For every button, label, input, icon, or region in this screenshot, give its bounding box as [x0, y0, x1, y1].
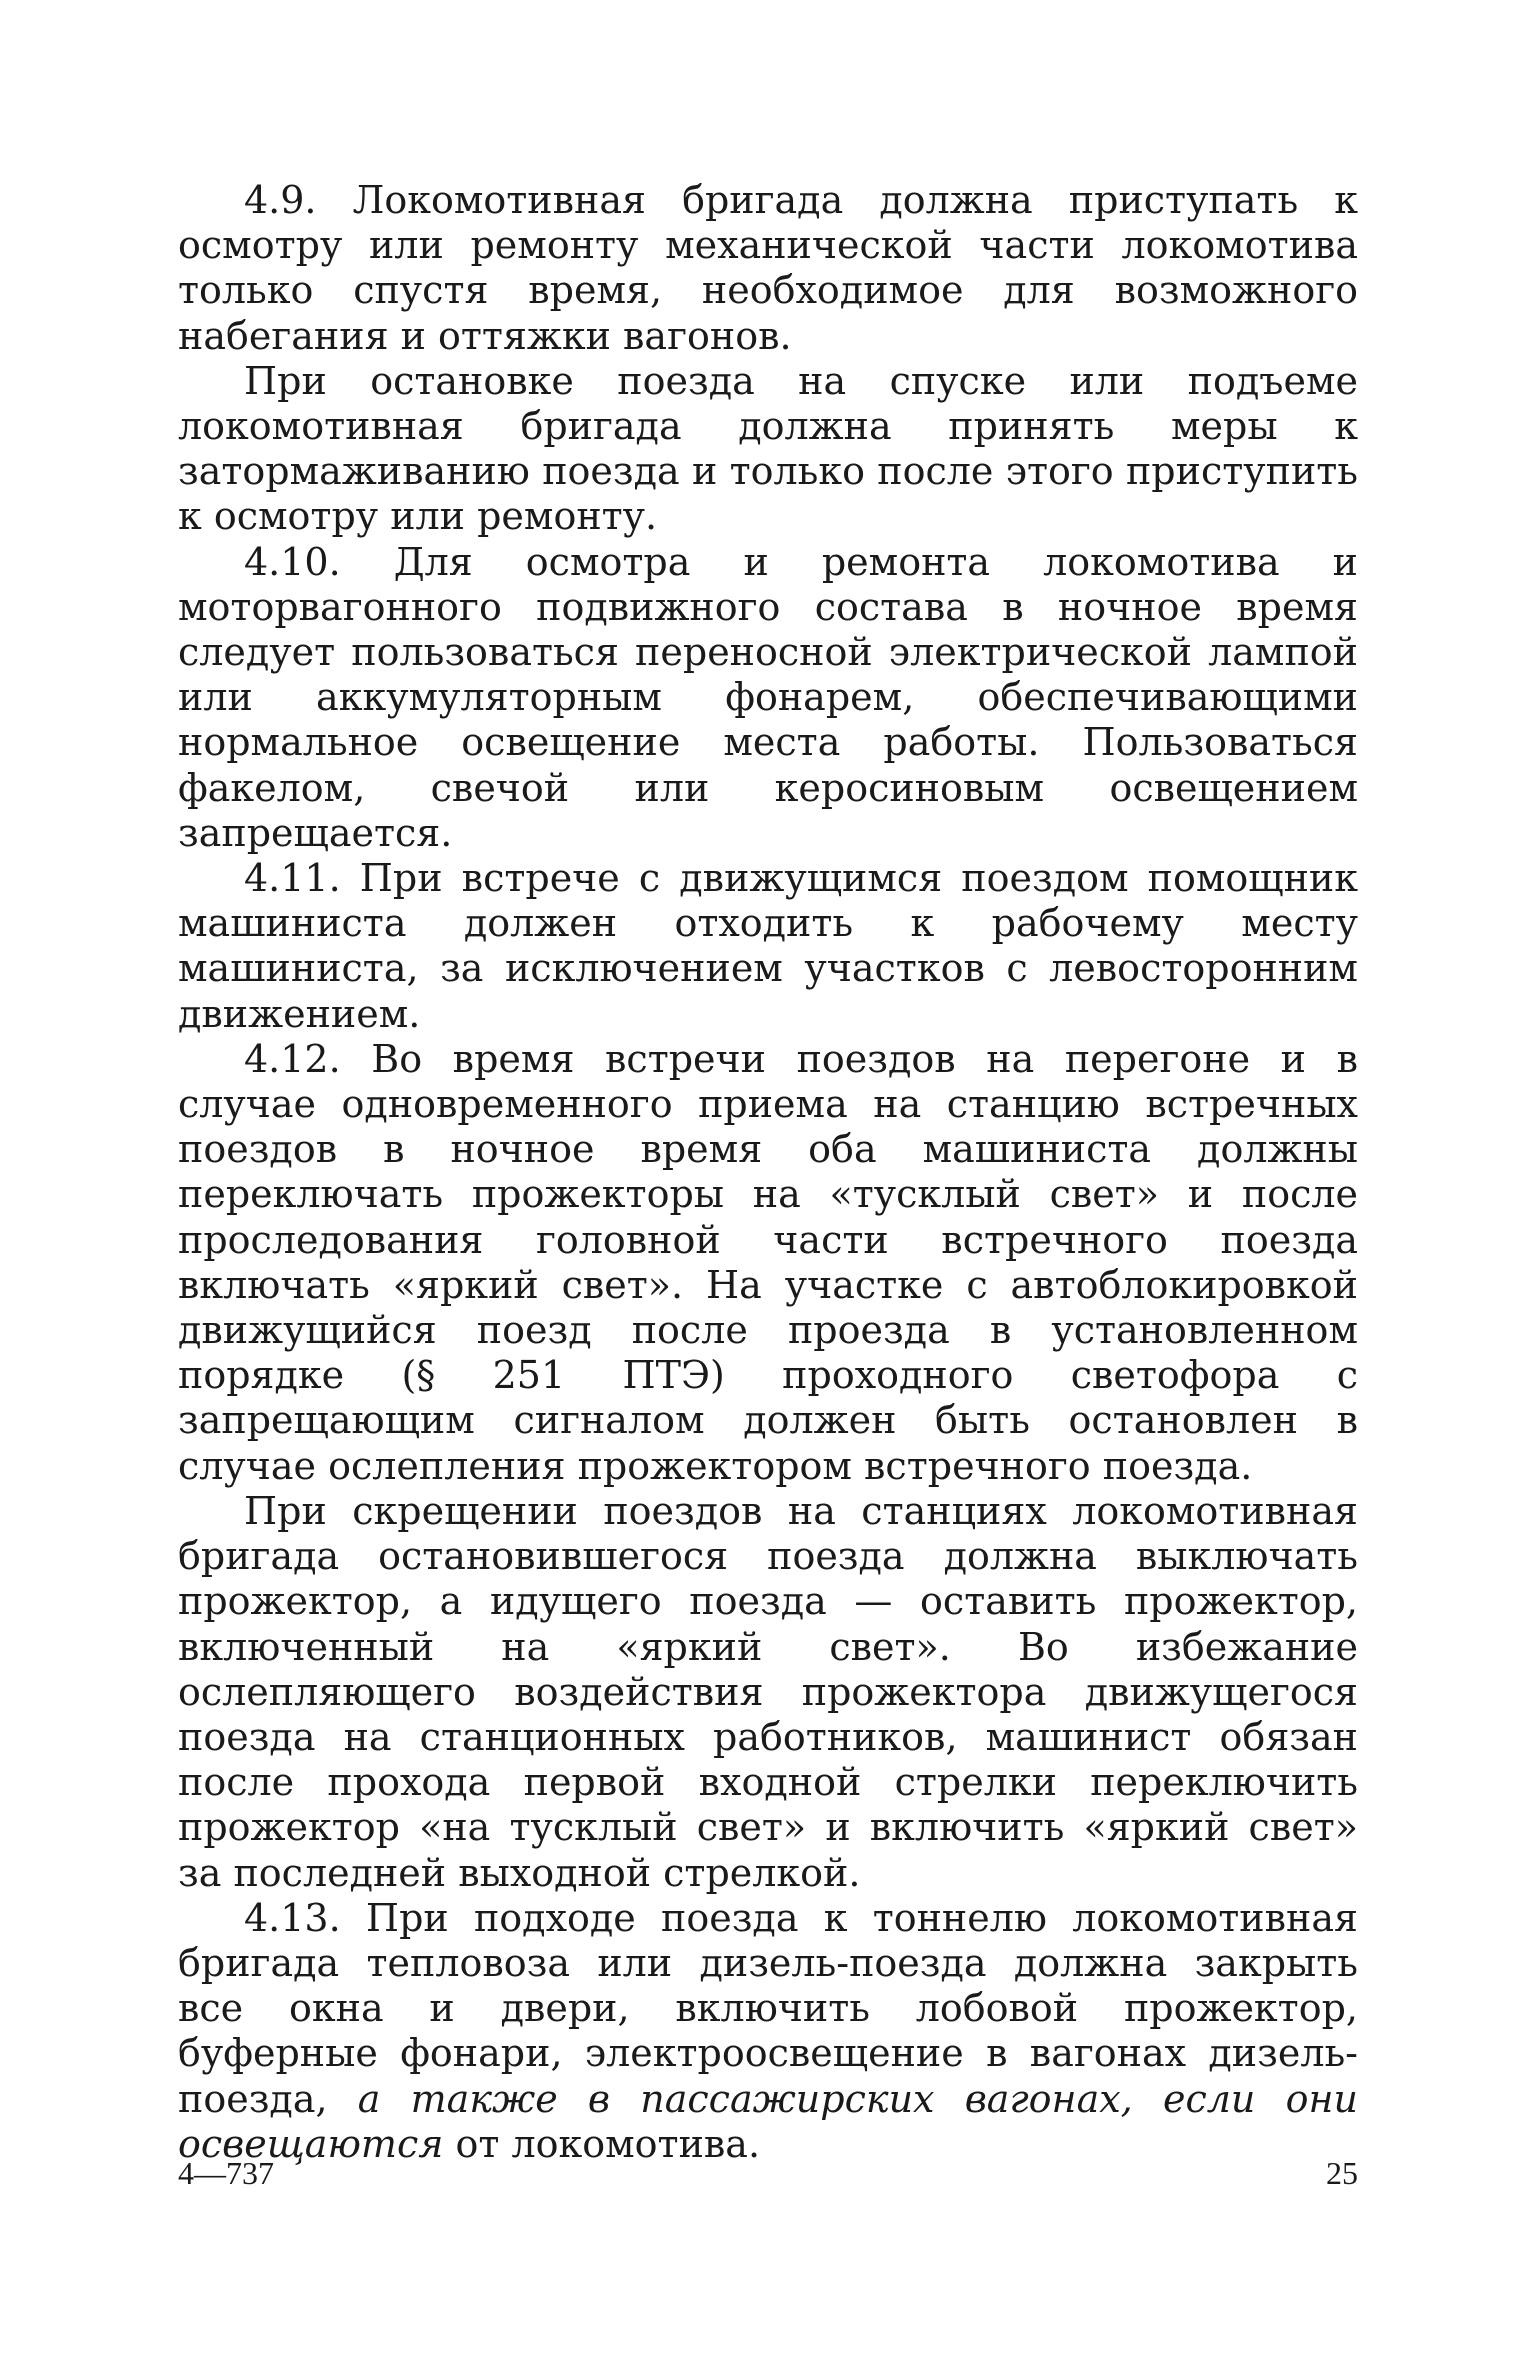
paragraph-4-9: 4.9. Локомотивная бригада должна приступать к осмотру или ремонту механической части локомотива только спустя время, необходимое для возможного набегания и оттяжки вагонов. — [178, 178, 1358, 358]
paragraph-4-11: 4.11. При встрече с движущимся поездом помощник машиниста должен отходить к рабочему месту машиниста, за исключением участков с левосторонним движением. — [178, 856, 1358, 1036]
paragraph-4-10: 4.10. Для осмотра и ремонта локомотива и моторвагонного подвижного состава в ночное время следует пользоваться переносной электрической лампой или аккумуляторным фонарем, обеспечивающими нормальное освещение места работы. Пользоваться факелом, свечой или керосиновым освещением запрещается. — [178, 539, 1358, 855]
paragraph-4-13-italic: а также в пассажирских вагонах, если они освещаются — [178, 2076, 1358, 2166]
page-number: 25 — [1326, 2155, 1358, 2191]
page-footer — [178, 2155, 1358, 2199]
paragraph-stop-on-slope: При остановке поезда на спуске или подъеме локомотивная бригада должна принять меры к затормаживанию поезда и только после этого приступить к осмотру или ремонту. — [178, 358, 1358, 539]
paragraph-crossing-trains: При скрещении поездов на станциях локомотивная бригада остановившегося поезда должна выключать прожектор, а идущего поезда — оставить прожектор, включенный на «яркий свет». Во избежание ослепляющего воздействия прожектора движущегося поезда на станционных работников, машинист обязан после прохода первой входной стрелки переключить прожектор «на тусклый свет» и включить «яркий свет» за последней выходной стрелкой. — [178, 1488, 1358, 1895]
signature-mark: 4—737 — [178, 2155, 274, 2191]
paragraph-4-13 — [178, 1896, 1358, 2167]
body-text — [178, 178, 1358, 2167]
paragraph-4-13-tail: от локомотива. — [455, 2121, 761, 2166]
paragraph-4-13-regular: 4.13. При подходе поезда к тоннелю локомотивная бригада тепловоза или дизель-поезда должна закрыть все окна и двери, включить лобовой прожектор, буферные фонари, электроосвещение в вагонах дизель-поезда, — [178, 1895, 1358, 2121]
paragraph-4-12: 4.12. Во время встречи поездов на перегоне и в случае одновременного приема на станцию встречных поездов в ночное время оба машиниста должны переключать прожекторы на «тусклый свет» и после проследования головной части встречного поезда включать «яркий свет». На участке с автоблокировкой движущийся поезд после проезда в установленном порядке (§ 251 ПТЭ) проходного светофора с запрещающим сигналом должен быть остановлен в случае ослепления прожектором встречного поезда. — [178, 1036, 1358, 1488]
